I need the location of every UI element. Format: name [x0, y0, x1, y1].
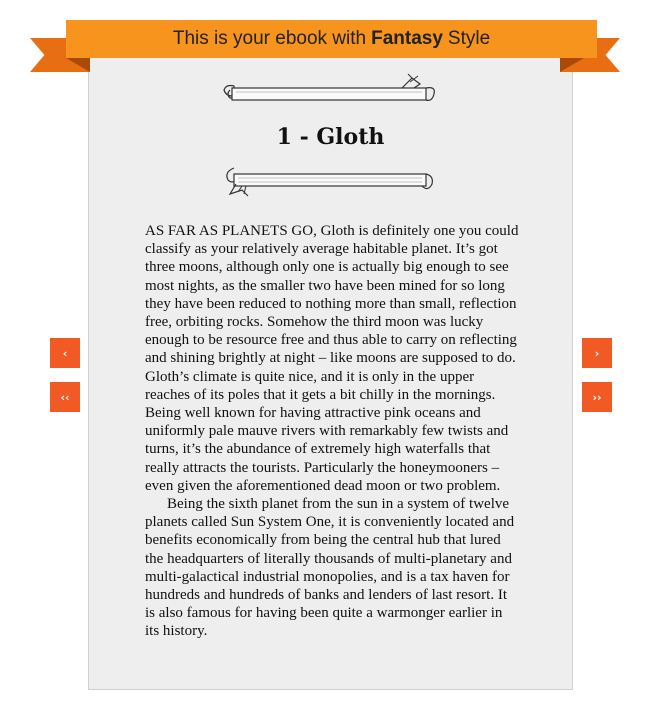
- banner-style-name: Fantasy: [371, 28, 443, 49]
- banner-prefix: This is your ebook with: [172, 28, 367, 49]
- style-banner: [66, 20, 597, 58]
- scroll-ornament-top-icon: [222, 72, 438, 112]
- chapter-title: 1 - Gloth: [276, 124, 385, 150]
- last-page-button[interactable]: ››: [582, 382, 612, 412]
- scroll-ornament-bottom-icon: [222, 162, 438, 202]
- previous-page-button[interactable]: ‹: [50, 338, 80, 368]
- paragraph: AS FAR AS PLANETS GO, Gloth is definitely one you could classify as your relatively average habitable planet. It’s got three moons, although only one is actually big enough to see most nights, as the smaller two have been mined for so long they have been reduced to nothing more than small, reflection free, orbiting rocks. Somehow the third moon was lucky enough to be resource free and thus able to carry on reflecting and shining brightly at night – like moons are supposed to do. Gloth’s climate is quite nice, and it is only in the upper reaches of its poles that it gets a bit chilly in the mornings. Being well known for having attractive pink oceans and uniformly pale mauve rivers with remarkably few twists and turns, it’s the abundance of extremely high waterfalls that really attracts the tourists. Particularly the honeymooners – even given the aforementioned dead moon or two problem.: [145, 223, 519, 494]
- chapter-text: [145, 222, 520, 641]
- first-page-button[interactable]: ‹‹: [50, 382, 80, 412]
- next-page-button[interactable]: ›: [582, 338, 612, 368]
- paragraph: Being the sixth planet from the sun in a system of twelve planets called Sun System One, it is conveniently located and benefits economically from being the central hub that lured the headquarters of literally thousands of multi-planetary and multi-galactical industrial monopolies, and is a tax haven for hundreds and hundreds of banks and lenders of last resort. It is also famous for having been quite a warmonger earlier in its history.: [145, 496, 515, 640]
- banner-suffix: Style: [447, 28, 491, 49]
